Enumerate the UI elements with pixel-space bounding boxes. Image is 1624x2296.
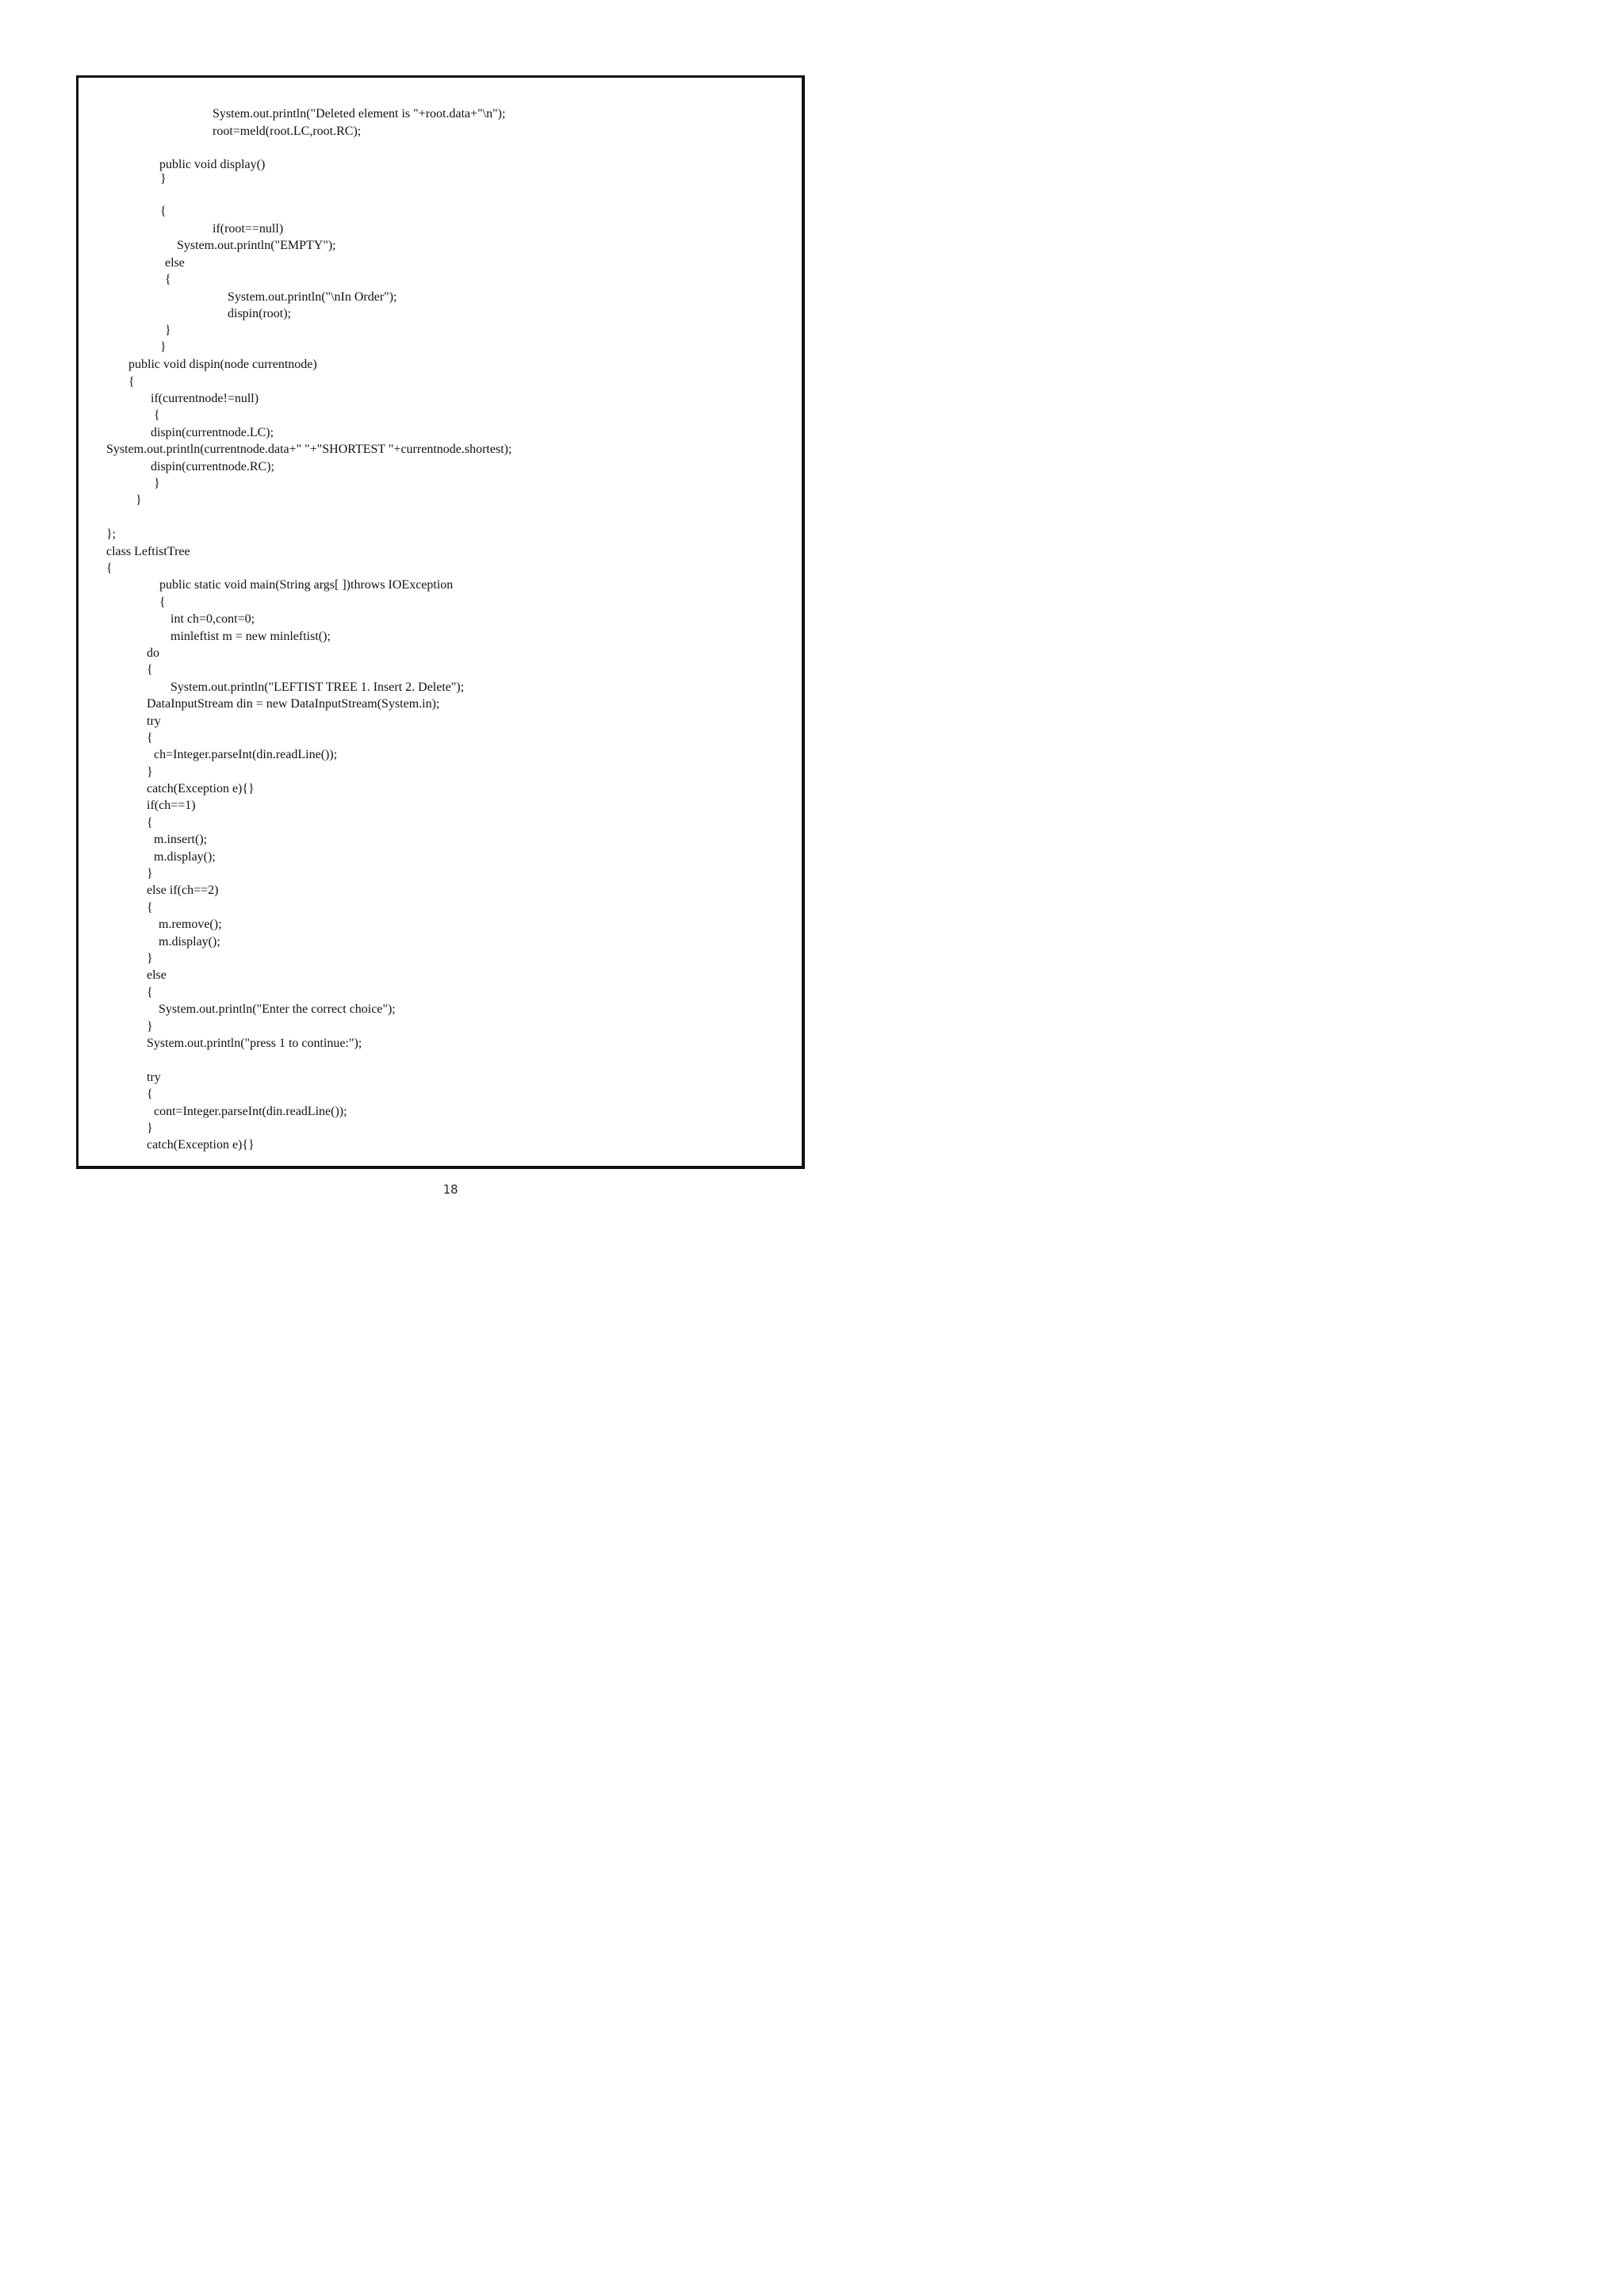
code-line: } <box>165 324 171 337</box>
code-line: { <box>165 273 171 286</box>
page-number: 18 <box>442 1182 458 1197</box>
code-line: System.out.println("LEFTIST TREE 1. Insert 2. Delete"); <box>170 680 465 694</box>
code-line: m.remove(); <box>159 918 222 931</box>
code-line: System.out.println("Enter the correct choice"); <box>159 1002 396 1016</box>
code-line: if(currentnode!=null) <box>151 392 259 405</box>
code-line: class LeftistTree <box>106 545 190 558</box>
code-line: m.display(); <box>159 935 220 949</box>
code-line: if(root==null) <box>213 222 284 236</box>
code-line: DataInputStream din = new DataInputStream(System.in); <box>147 697 440 711</box>
code-line: { <box>147 901 153 914</box>
code-line: { <box>128 375 135 389</box>
code-line: { <box>147 663 153 677</box>
code-line: try <box>147 1071 161 1084</box>
code-line: System.out.println("press 1 to continue:"); <box>147 1037 362 1050</box>
code-line: if(ch==1) <box>147 799 196 812</box>
code-line: { <box>159 596 166 609</box>
code-line: { <box>160 205 167 218</box>
code-line: ch=Integer.parseInt(din.readLine()); <box>154 748 338 761</box>
code-line: do <box>147 646 159 660</box>
code-line: { <box>147 731 153 745</box>
code-line: catch(Exception e){} <box>147 1138 255 1152</box>
code-line: else if(ch==2) <box>147 884 219 897</box>
code-line: dispin(currentnode.LC); <box>151 426 274 439</box>
code-line: }; <box>106 527 117 541</box>
code-line: { <box>147 1087 153 1101</box>
code-line: public void display() <box>159 158 266 171</box>
code-line: } <box>147 952 153 965</box>
code-line: cont=Integer.parseInt(din.readLine()); <box>154 1105 347 1118</box>
code-line: else <box>165 256 185 270</box>
code-line: } <box>136 493 142 507</box>
code-line: } <box>160 172 167 186</box>
code-listing <box>0 0 873 1235</box>
code-line: m.display(); <box>154 850 216 864</box>
code-line: m.insert(); <box>154 833 208 846</box>
code-line: } <box>147 1121 153 1135</box>
code-line: public void dispin(node currentnode) <box>128 358 317 371</box>
code-line: { <box>106 562 113 575</box>
code-line: root=meld(root.LC,root.RC); <box>213 125 362 138</box>
code-line: } <box>147 1020 153 1033</box>
code-line: minleftist m = new minleftist(); <box>170 630 331 643</box>
code-line: System.out.println("Deleted element is "+root.data+"\n"); <box>213 107 506 121</box>
code-line: System.out.println("EMPTY"); <box>177 239 336 252</box>
code-line: { <box>147 986 153 999</box>
code-line: { <box>147 816 153 830</box>
code-line: { <box>154 408 160 422</box>
code-line: else <box>147 968 167 982</box>
code-line: catch(Exception e){} <box>147 782 255 795</box>
code-line: } <box>154 477 160 490</box>
code-line: dispin(root); <box>228 307 291 320</box>
code-line: System.out.println("\nIn Order"); <box>228 290 397 304</box>
code-line: } <box>147 867 153 880</box>
code-line: public static void main(String args[ ])throws IOException <box>159 578 454 592</box>
code-line: } <box>160 340 167 354</box>
code-line: System.out.println(currentnode.data+" "+"SHORTEST "+currentnode.shortest); <box>106 443 512 456</box>
code-line: dispin(currentnode.RC); <box>151 460 274 473</box>
code-line: try <box>147 715 161 728</box>
code-line: } <box>147 765 153 779</box>
code-line: int ch=0,cont=0; <box>170 612 255 626</box>
